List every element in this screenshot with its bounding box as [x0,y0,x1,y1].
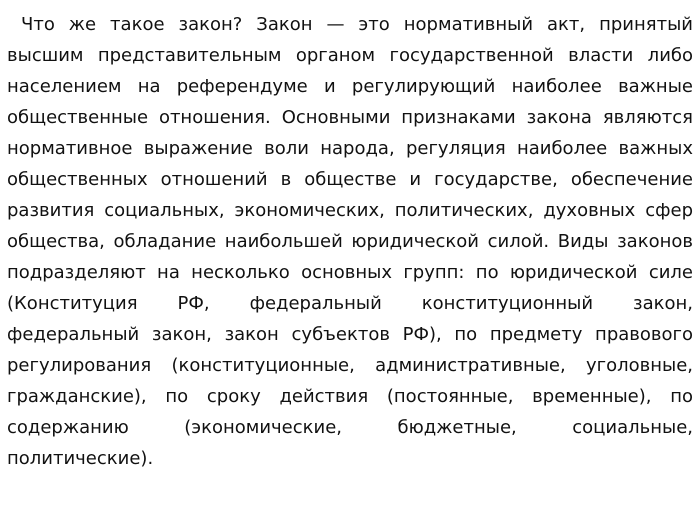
body-paragraph: Что же такое закон? Закон — это нормативный акт, принятый высшим представительным органом государственной власти либо населением на референдуме и регулирующий наиболее важные общественные отношения. Основными признаками закона являются нормативное выражение воли народа, регуляция наиболее важных общественных отношений в обществе и государстве, обеспечение развития социальных, экономических, политических, духовных сфер общества, обладание наибольшей юридической силой. Виды законов подразделяют на несколько основных групп: по юридической силе (Конституция РФ, федеральный конституционный закон, федеральный закон, закон субъектов РФ), по предмету правового регулирования (конституционные, административные, уголовные, гражданские), по сроку действия (постоянные, временные), по содержанию (экономические, бюджетные, социальные, политические). [7,14,693,469]
